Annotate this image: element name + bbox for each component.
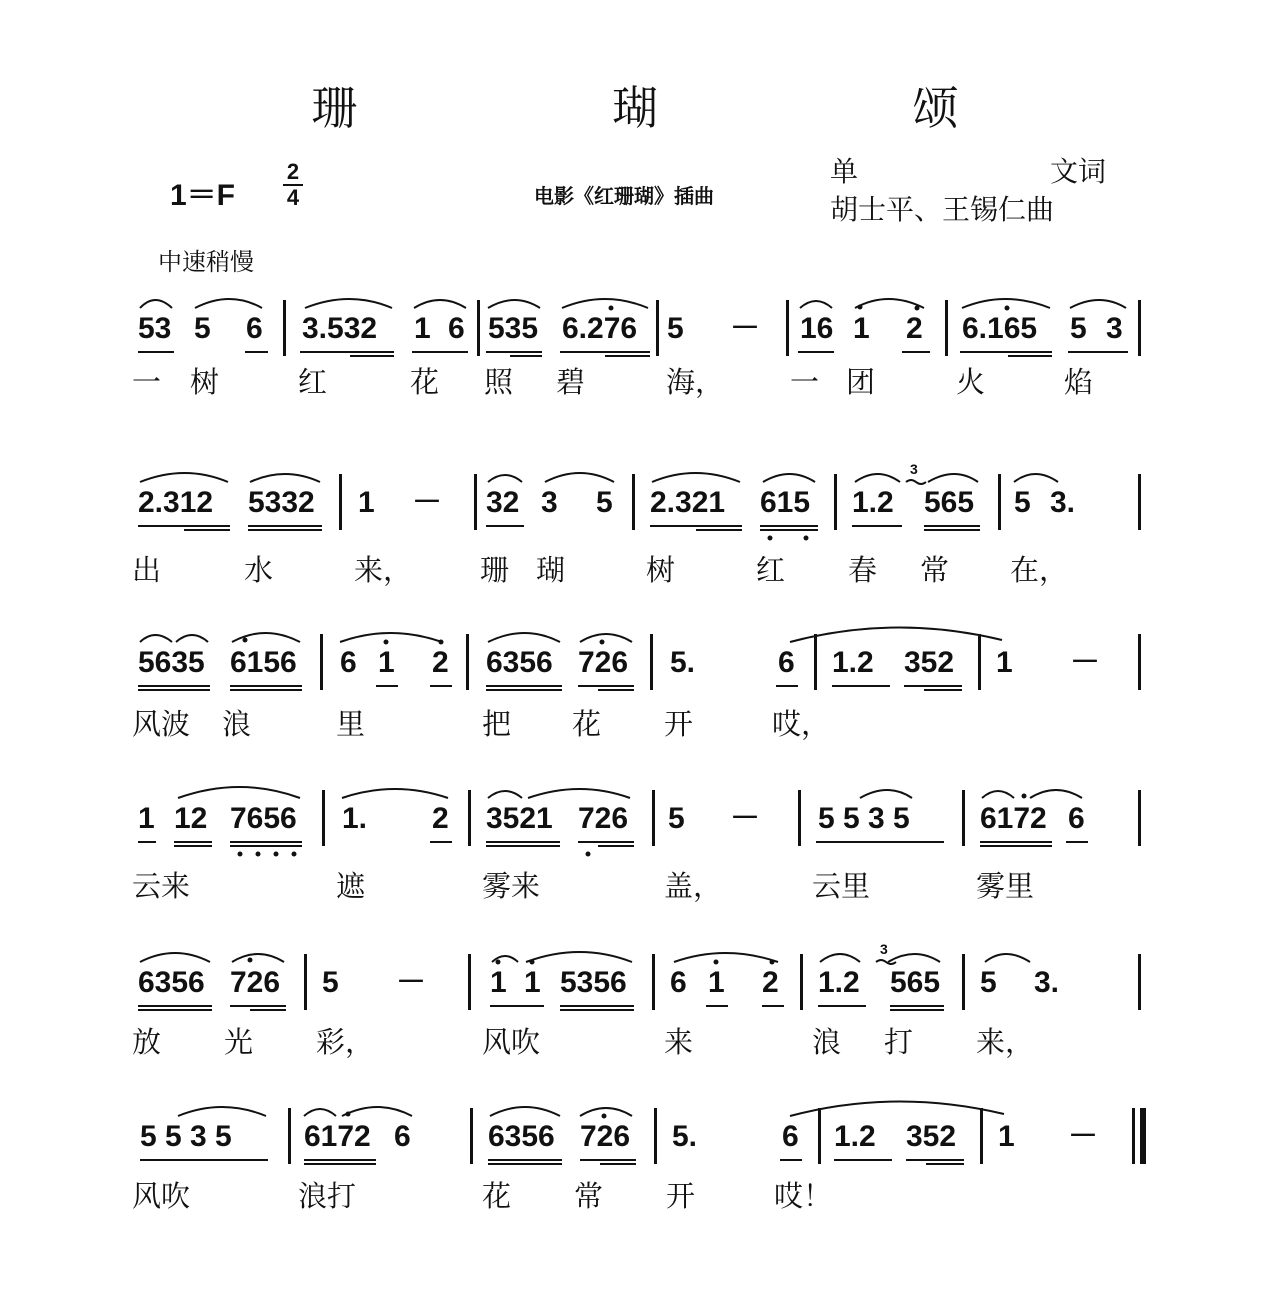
lyric: 光	[224, 1025, 254, 1059]
dash: －	[1068, 1120, 1098, 1153]
note: 352	[906, 1120, 957, 1153]
note: 5.	[672, 1120, 698, 1153]
lyricist-role: 文词	[1050, 155, 1107, 188]
dash: －	[730, 312, 760, 345]
lyric: 瑚	[536, 553, 566, 587]
lyric: 来，	[976, 1025, 1035, 1059]
note: 6	[778, 646, 795, 679]
note: 1	[996, 646, 1013, 679]
trill-mark: 3	[910, 461, 918, 477]
note: 6156	[230, 646, 297, 679]
time-signature-top: 2	[286, 159, 300, 184]
note: 5356	[560, 966, 627, 999]
note: 3.	[1034, 966, 1060, 999]
song-title: 珊 瑚 颂	[311, 81, 1079, 135]
score-line-5	[0, 940, 1270, 1090]
lyric: 风波	[132, 707, 191, 741]
note: 5	[980, 966, 997, 999]
lyric: 风吹	[482, 1025, 541, 1059]
note: 2.321	[650, 486, 726, 519]
lyric: 出	[132, 553, 162, 587]
note: 6	[670, 966, 687, 999]
note: 16	[800, 312, 834, 345]
tempo-marking: 中速稍慢	[158, 248, 254, 276]
lyric: 放	[132, 1025, 162, 1059]
note: 5	[1070, 312, 1087, 345]
lyric: 遮	[336, 869, 366, 903]
lyric: 开	[664, 707, 694, 741]
note: 3	[541, 486, 558, 519]
note: 5	[667, 312, 684, 345]
lyric: 焰	[1064, 365, 1094, 399]
note: 53	[138, 312, 172, 345]
lyric: 照	[484, 365, 514, 399]
note: 6172	[304, 1120, 371, 1153]
dash: －	[396, 966, 426, 999]
lyric: 花	[410, 365, 440, 399]
note: 6.276	[562, 312, 638, 345]
note: 6	[1068, 802, 1085, 835]
lyric: 云来	[132, 869, 191, 903]
note: 1.	[342, 802, 368, 835]
note: 1	[378, 646, 395, 679]
note: 5	[194, 312, 211, 345]
note: 726	[580, 1120, 631, 1153]
note: 5	[322, 966, 339, 999]
composer-credit: 胡士平、王锡仁曲	[830, 193, 1055, 226]
note: 5 5 3 5	[140, 1120, 232, 1153]
lyric: 一	[790, 365, 820, 399]
note: 726	[578, 646, 629, 679]
note: 2	[762, 966, 779, 999]
note: 1	[998, 1120, 1015, 1153]
lyric: 团	[846, 365, 876, 399]
note: 352	[904, 646, 955, 679]
note: 615	[760, 486, 811, 519]
lyric: 风吹	[132, 1179, 191, 1213]
key-signature: 1＝F	[170, 179, 236, 212]
lyric: 常	[920, 553, 950, 587]
lyricist-name: 单	[830, 155, 859, 188]
note: 2.312	[138, 486, 214, 519]
note: 6	[246, 312, 263, 345]
lyric: 树	[646, 553, 676, 587]
note: 6356	[138, 966, 205, 999]
note: 1.2	[834, 1120, 876, 1153]
note: 5	[1014, 486, 1031, 519]
lyric: 来，	[354, 553, 413, 587]
note: 6	[782, 1120, 799, 1153]
note: 1	[853, 312, 870, 345]
note: 1	[414, 312, 431, 345]
note: 2	[432, 802, 449, 835]
note: 1	[138, 802, 155, 835]
note: 5635	[138, 646, 205, 679]
time-signature-bottom: 4	[286, 185, 300, 210]
note: 565	[924, 486, 975, 519]
note: 5	[596, 486, 613, 519]
note: 3.532	[302, 312, 378, 345]
lyric: 浪打	[298, 1179, 357, 1213]
lyric: 打	[884, 1025, 914, 1059]
lyric: 花	[482, 1179, 512, 1213]
lyric: 来	[664, 1025, 694, 1059]
lyric: 雾里	[976, 869, 1035, 903]
note: 565	[890, 966, 941, 999]
lyric: 珊	[480, 553, 510, 587]
lyric: 常	[574, 1179, 604, 1213]
note: 1.2	[852, 486, 894, 519]
lyric: 春	[848, 553, 878, 587]
note: 1.2	[818, 966, 860, 999]
note: 3521	[486, 802, 553, 835]
note: 535	[488, 312, 539, 345]
note: 5332	[248, 486, 315, 519]
note: 6	[340, 646, 357, 679]
lyric: 云里	[812, 869, 871, 903]
lyric: 在，	[1010, 553, 1069, 587]
lyric: 把	[482, 707, 512, 741]
lyric: 花	[572, 707, 602, 741]
trill-mark: 3	[880, 941, 888, 957]
note: 2	[432, 646, 449, 679]
note: 5.	[670, 646, 696, 679]
lyric: 碧	[556, 365, 586, 399]
lyric: 红	[756, 553, 786, 587]
lyric: 水	[244, 553, 274, 587]
lyric: 盖，	[664, 869, 723, 903]
lyric: 红	[298, 365, 328, 399]
note: 3	[1106, 312, 1123, 345]
note: 6.165	[962, 312, 1038, 345]
lyric: 浪	[812, 1025, 842, 1059]
note: 6356	[488, 1120, 555, 1153]
note: 3.	[1050, 486, 1076, 519]
note: 1	[490, 966, 507, 999]
lyric: 一	[132, 365, 162, 399]
lyric: 浪	[222, 707, 252, 741]
lyric: 开	[666, 1179, 696, 1213]
note: 1.2	[832, 646, 874, 679]
lyric: 里	[336, 707, 366, 741]
note: 7656	[230, 802, 297, 835]
lyric: 彩，	[316, 1025, 375, 1059]
lyric: 树	[190, 365, 220, 399]
note: 6	[394, 1120, 411, 1153]
dash: －	[1070, 646, 1100, 679]
score-line-1	[0, 286, 1270, 436]
dash: －	[730, 802, 760, 835]
lyric: 海，	[666, 365, 725, 399]
note: 6172	[980, 802, 1047, 835]
song-source: 电影《红珊瑚》插曲	[534, 184, 714, 208]
note: 6	[448, 312, 465, 345]
note: 12	[174, 802, 208, 835]
note: 1	[708, 966, 725, 999]
lyric: 火	[956, 365, 986, 399]
note: 6356	[486, 646, 553, 679]
lyric: 雾来	[482, 869, 541, 903]
score-line-4	[0, 776, 1270, 926]
score-line-2	[0, 460, 1270, 610]
score-line-3	[0, 620, 1270, 770]
note: 5 5 3 5	[818, 802, 910, 835]
note: 726	[578, 802, 629, 835]
note: 32	[486, 486, 520, 519]
lyric: 哎！	[774, 1179, 833, 1213]
note: 1	[524, 966, 541, 999]
note: 1	[358, 486, 375, 519]
dash: －	[412, 486, 442, 519]
note: 5	[668, 802, 685, 835]
lyric: 哎，	[772, 707, 831, 741]
time-signature	[282, 160, 304, 210]
note: 726	[230, 966, 281, 999]
note: 2	[906, 312, 923, 345]
score-line-6	[0, 1094, 1270, 1244]
